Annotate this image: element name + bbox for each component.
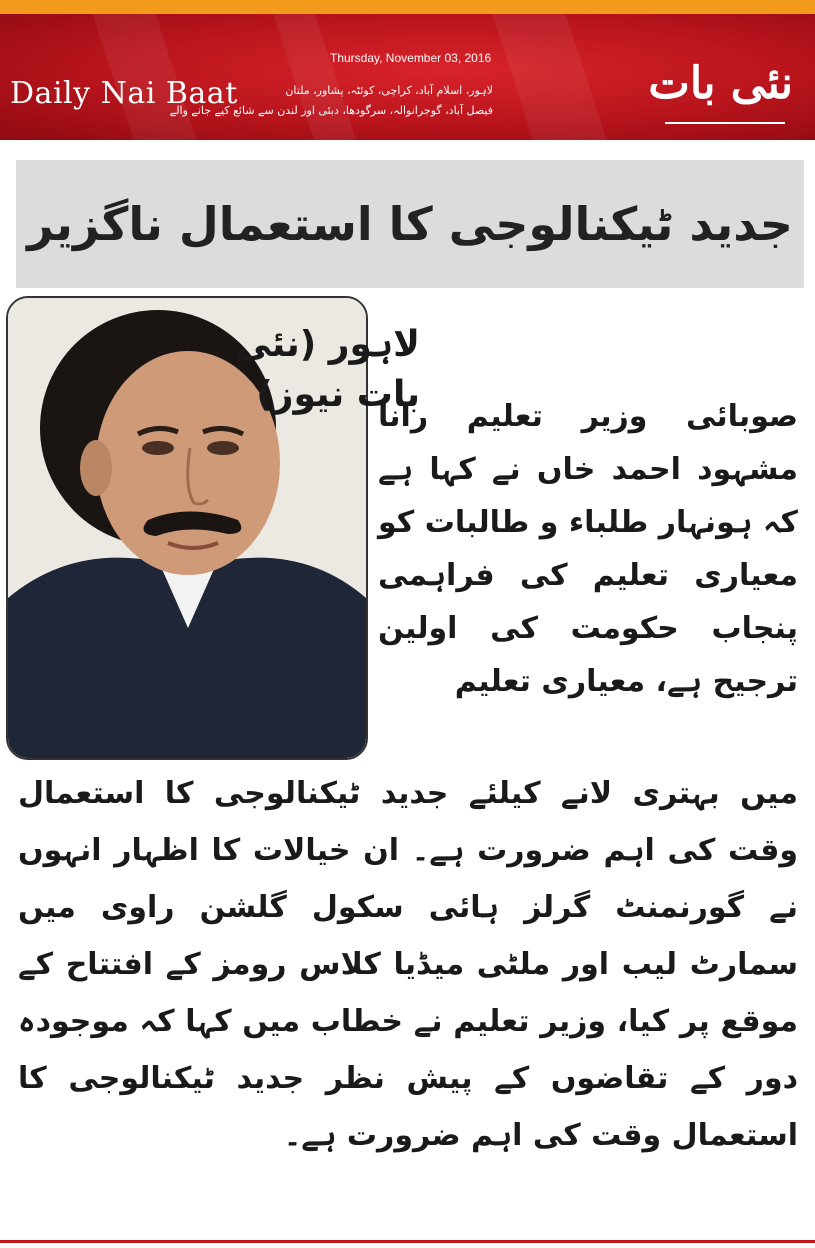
masthead-date: Thursday, November 03, 2016 [330, 51, 492, 65]
headline-banner [16, 160, 804, 288]
masthead-logo-urdu: نئی بات [648, 58, 793, 109]
footer-rule [0, 1240, 815, 1243]
masthead-cities-line-1: لاہور، اسلام آباد، کراچی، کوئٹہ، پشاور، ملتان [285, 84, 493, 97]
top-accent-bar [0, 0, 815, 14]
article-headline: جدید ٹیکنالوجی کا استعمال ناگزیر [27, 197, 793, 251]
logo-underline [665, 122, 785, 124]
article-paragraph-beside-photo: صوبائی وزیر تعلیم رانا مشہود احمد خاں نے کہا ہے کہ ہونہار طلباء و طالبات کو معیاری تعلیم کی فراہمی پنجاب حکومت کی اولین ترجیح ہے، معیاری تعلیم [378, 399, 798, 699]
article-paragraph-full-width: میں بہتری لانے کیلئے جدید ٹیکنالوجی کا استعمال وقت کی اہم ضرورت ہے۔ ان خیالات کا اظہار انہوں نے گورنمنٹ گرلز ہائی سکول گلشن راوی میں سمارٹ لیب اور ملٹی میڈیا کلاس رومز کے افتتاح کے موقع پر کیا، وزیر تعلیم نے خطاب میں کہا کہ موجودہ دور کے تقاضوں کے پیش نظر جدید ٹیکنالوجی کا استعمال وقت کی اہم ضرورت ہے۔ [18, 776, 798, 1153]
article-dateline: لاہور (نئی بات نیوز) [235, 324, 420, 415]
masthead-title-english: Daily Nai Baat [10, 76, 238, 111]
masthead-cities-line-2: فیصل آباد، گوجرانوالہ، سرگودھا، دبئی اور لندن سے شائع کیے جانے والے [169, 104, 493, 117]
masthead [0, 14, 815, 140]
